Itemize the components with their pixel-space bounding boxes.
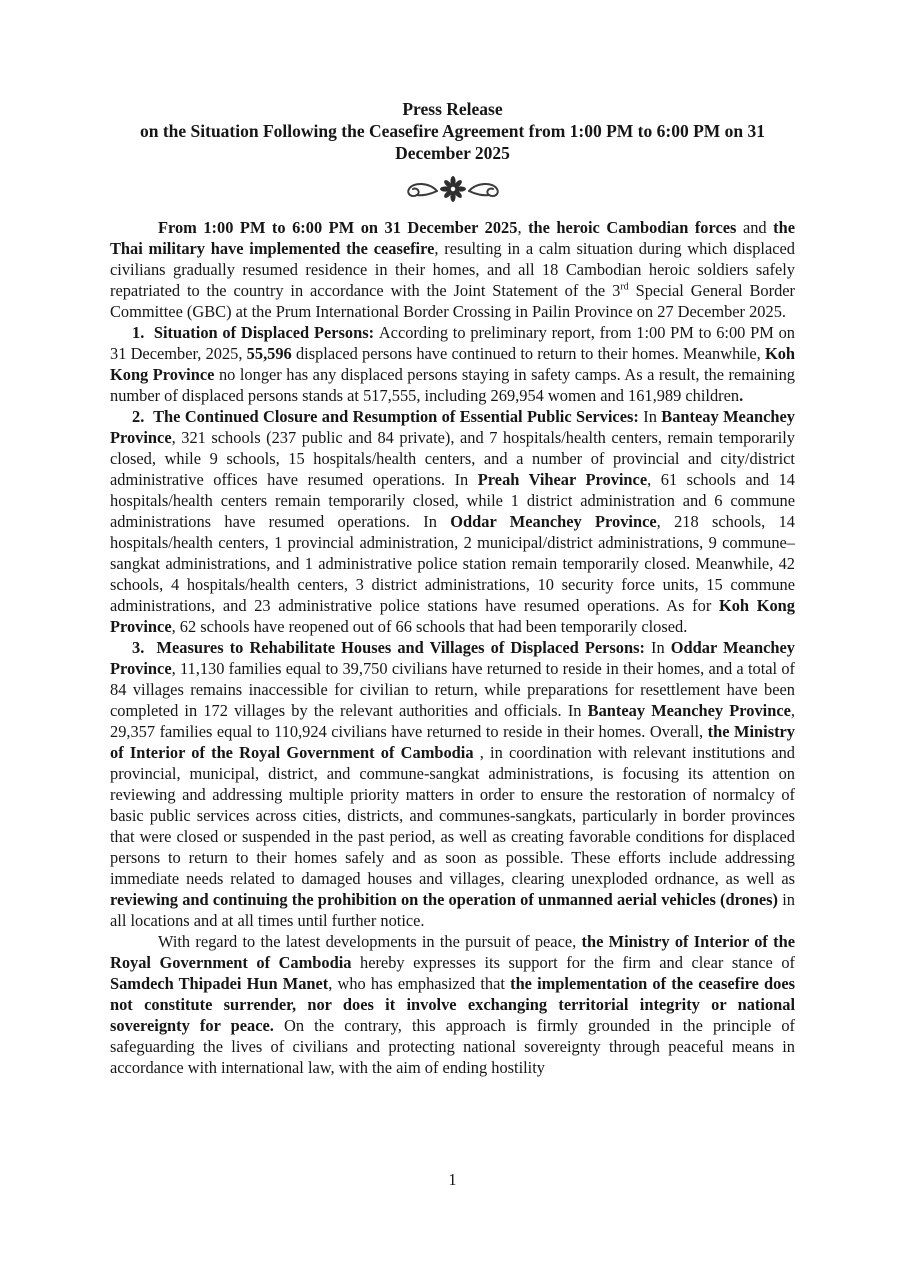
bold-text-run: Koh Kong Province bbox=[110, 344, 796, 384]
bold-text-run: Oddar Meanchey Province bbox=[110, 638, 795, 678]
text-run: In bbox=[651, 638, 671, 657]
text-run: On the contrary, this approach is firmly grounded in the principle of safeguarding the lives of civilians and protecting national sovereignty through peaceful means in accordance with international law, with the aim of ending hostility bbox=[110, 1016, 795, 1077]
document-paragraph-5 bbox=[110, 931, 795, 1078]
ornament-divider bbox=[110, 174, 795, 204]
document-title-block bbox=[110, 98, 795, 164]
text-run: With regard to the latest developments in the pursuit of peace, bbox=[158, 932, 582, 951]
text-run: hereby expresses its support for the firm and clear stance of bbox=[351, 953, 796, 972]
bold-text-run: reviewing and continuing the prohibition on the operation of unmanned aerial vehicles (drones) bbox=[110, 890, 779, 909]
bold-text-run: Oddar Meanchey Province bbox=[450, 512, 657, 531]
floral-divider-icon bbox=[393, 174, 513, 204]
text-run: displaced persons have continued to return to their homes. Meanwhile, bbox=[291, 344, 765, 363]
document-paragraph-3 bbox=[110, 406, 795, 637]
page-subtitle: on the Situation Following the Ceasefire Agreement from 1:00 PM to 6:00 PM on 31 December 2025 bbox=[139, 121, 766, 163]
bold-text-run: Koh Kong Province bbox=[110, 596, 795, 636]
bold-text-run: Banteay Meanchey Province bbox=[110, 407, 795, 447]
text-run: , 29,357 families equal to 110,924 civilians have returned to reside in their homes. Overall, bbox=[110, 701, 795, 741]
text-run: , 62 schools have reopened out of 66 schools that had been temporarily closed. bbox=[171, 617, 688, 636]
document-paragraph-2 bbox=[110, 322, 795, 406]
text-run: , 321 schools (237 public and 84 private), and 7 hospitals/health centers, remain temporarily closed, while 9 schools, 15 hospitals/health centers, and a number of provincial and city/district administrative offices have resumed operations. In bbox=[110, 428, 795, 489]
text-run: , who has emphasized that bbox=[328, 974, 511, 993]
bold-text-run: the heroic Cambodian forces bbox=[528, 218, 737, 237]
bold-text-run: the Thai military have implemented the ceasefire bbox=[110, 218, 795, 258]
text-run: In bbox=[643, 407, 662, 426]
bold-text-run: Banteay Meanchey Province bbox=[587, 701, 791, 720]
ordinal-suffix: rd bbox=[620, 281, 629, 293]
text-run: and bbox=[736, 218, 774, 237]
page-title: Press Release bbox=[402, 99, 503, 119]
text-run: no longer has any displaced persons staying in safety camps. As a result, the remaining number of displaced persons stands at 517,555, including 269,954 women and 161,989 children bbox=[110, 365, 795, 405]
bold-text-run: the Ministry of Interior of the Royal Government of Cambodia bbox=[110, 722, 796, 762]
text-run: According to preliminary report, from 1:00 PM to 6:00 PM on 31 December, 2025, bbox=[110, 323, 795, 363]
page-number: 1 bbox=[448, 1170, 457, 1189]
document-body bbox=[110, 217, 795, 1078]
bold-text-run: 55,596 bbox=[246, 344, 292, 363]
bold-text-run: 1. Situation of Displaced Persons: bbox=[132, 323, 379, 342]
bold-text-run: the implementation of the ceasefire does not constitute surrender, nor does it involve exchanging territorial integrity or national sovereignty for peace. bbox=[110, 974, 795, 1035]
text-run: in all locations and at all times until further notice. bbox=[110, 890, 795, 930]
bold-text-run: the Ministry of Interior of the Royal Government of Cambodia bbox=[110, 932, 795, 972]
text-run: , bbox=[517, 218, 529, 237]
bold-text-run: 3. Measures to Rehabilitate Houses and Villages of Displaced Persons: bbox=[132, 638, 652, 657]
bold-text-run: From 1:00 PM to 6:00 PM on 31 December 2025 bbox=[158, 218, 518, 237]
bold-text-run: Samdech Thipadei Hun Manet bbox=[110, 974, 329, 993]
bold-text-run: Preah Vihear Province bbox=[477, 470, 648, 489]
document-paragraph-4 bbox=[110, 637, 795, 931]
text-run: , resulting in a calm situation during which displaced civilians gradually resumed residence in their homes, and all 18 Cambodian heroic soldiers safely repatriated to the country in accordance with the Joint Statement of the 3 bbox=[110, 239, 795, 300]
text-run: Special General Border Committee (GBC) at the Prum International Border Crossing in Pailin Province on 27 December 2025. bbox=[110, 281, 795, 321]
bold-text-run: 2. The Continued Closure and Resumption of Essential Public Services: bbox=[132, 407, 644, 426]
document-paragraph-1 bbox=[110, 217, 795, 322]
text-run: , in coordination with relevant institutions and provincial, municipal, district, and commune-sangkat administrations, is focusing its attention on reviewing and addressing multiple priority matters in order to ensure the restoration of normalcy of basic public services across cities, districts, and communes-sangkats, particularly in border provinces that were closed or suspended in the past period, as well as creating favorable conditions for displaced persons to return to their homes safely and as soon as possible. These efforts include addressing immediate needs related to damaged houses and villages, clearing unexploded ordnance, as well as bbox=[110, 743, 795, 888]
text-run: , 61 schools and 14 hospitals/health centers remain temporarily closed, while 1 district administration and 6 commune administrations have resumed operations. In bbox=[110, 470, 795, 531]
text-run: , 11,130 families equal to 39,750 civilians have returned to reside in their homes, and a total of 84 villages remains inaccessible for civilian to return, while preparations for resettlement have been completed in 172 villages by the relevant authorities and officials. In bbox=[110, 659, 795, 720]
bold-text-run: . bbox=[739, 386, 744, 405]
text-run: , 218 schools, 14 hospitals/health centers, 1 provincial administration, 2 municipal/district administrations, 9 commune–sangkat administrations, and 1 administrative police station remain temporarily closed. Meanwhile, 42 schools, 4 hospitals/health centers, 3 district administrations, 10 security force units, 15 commune administrations, and 23 administrative police stations have resumed operations. As for bbox=[110, 512, 795, 615]
